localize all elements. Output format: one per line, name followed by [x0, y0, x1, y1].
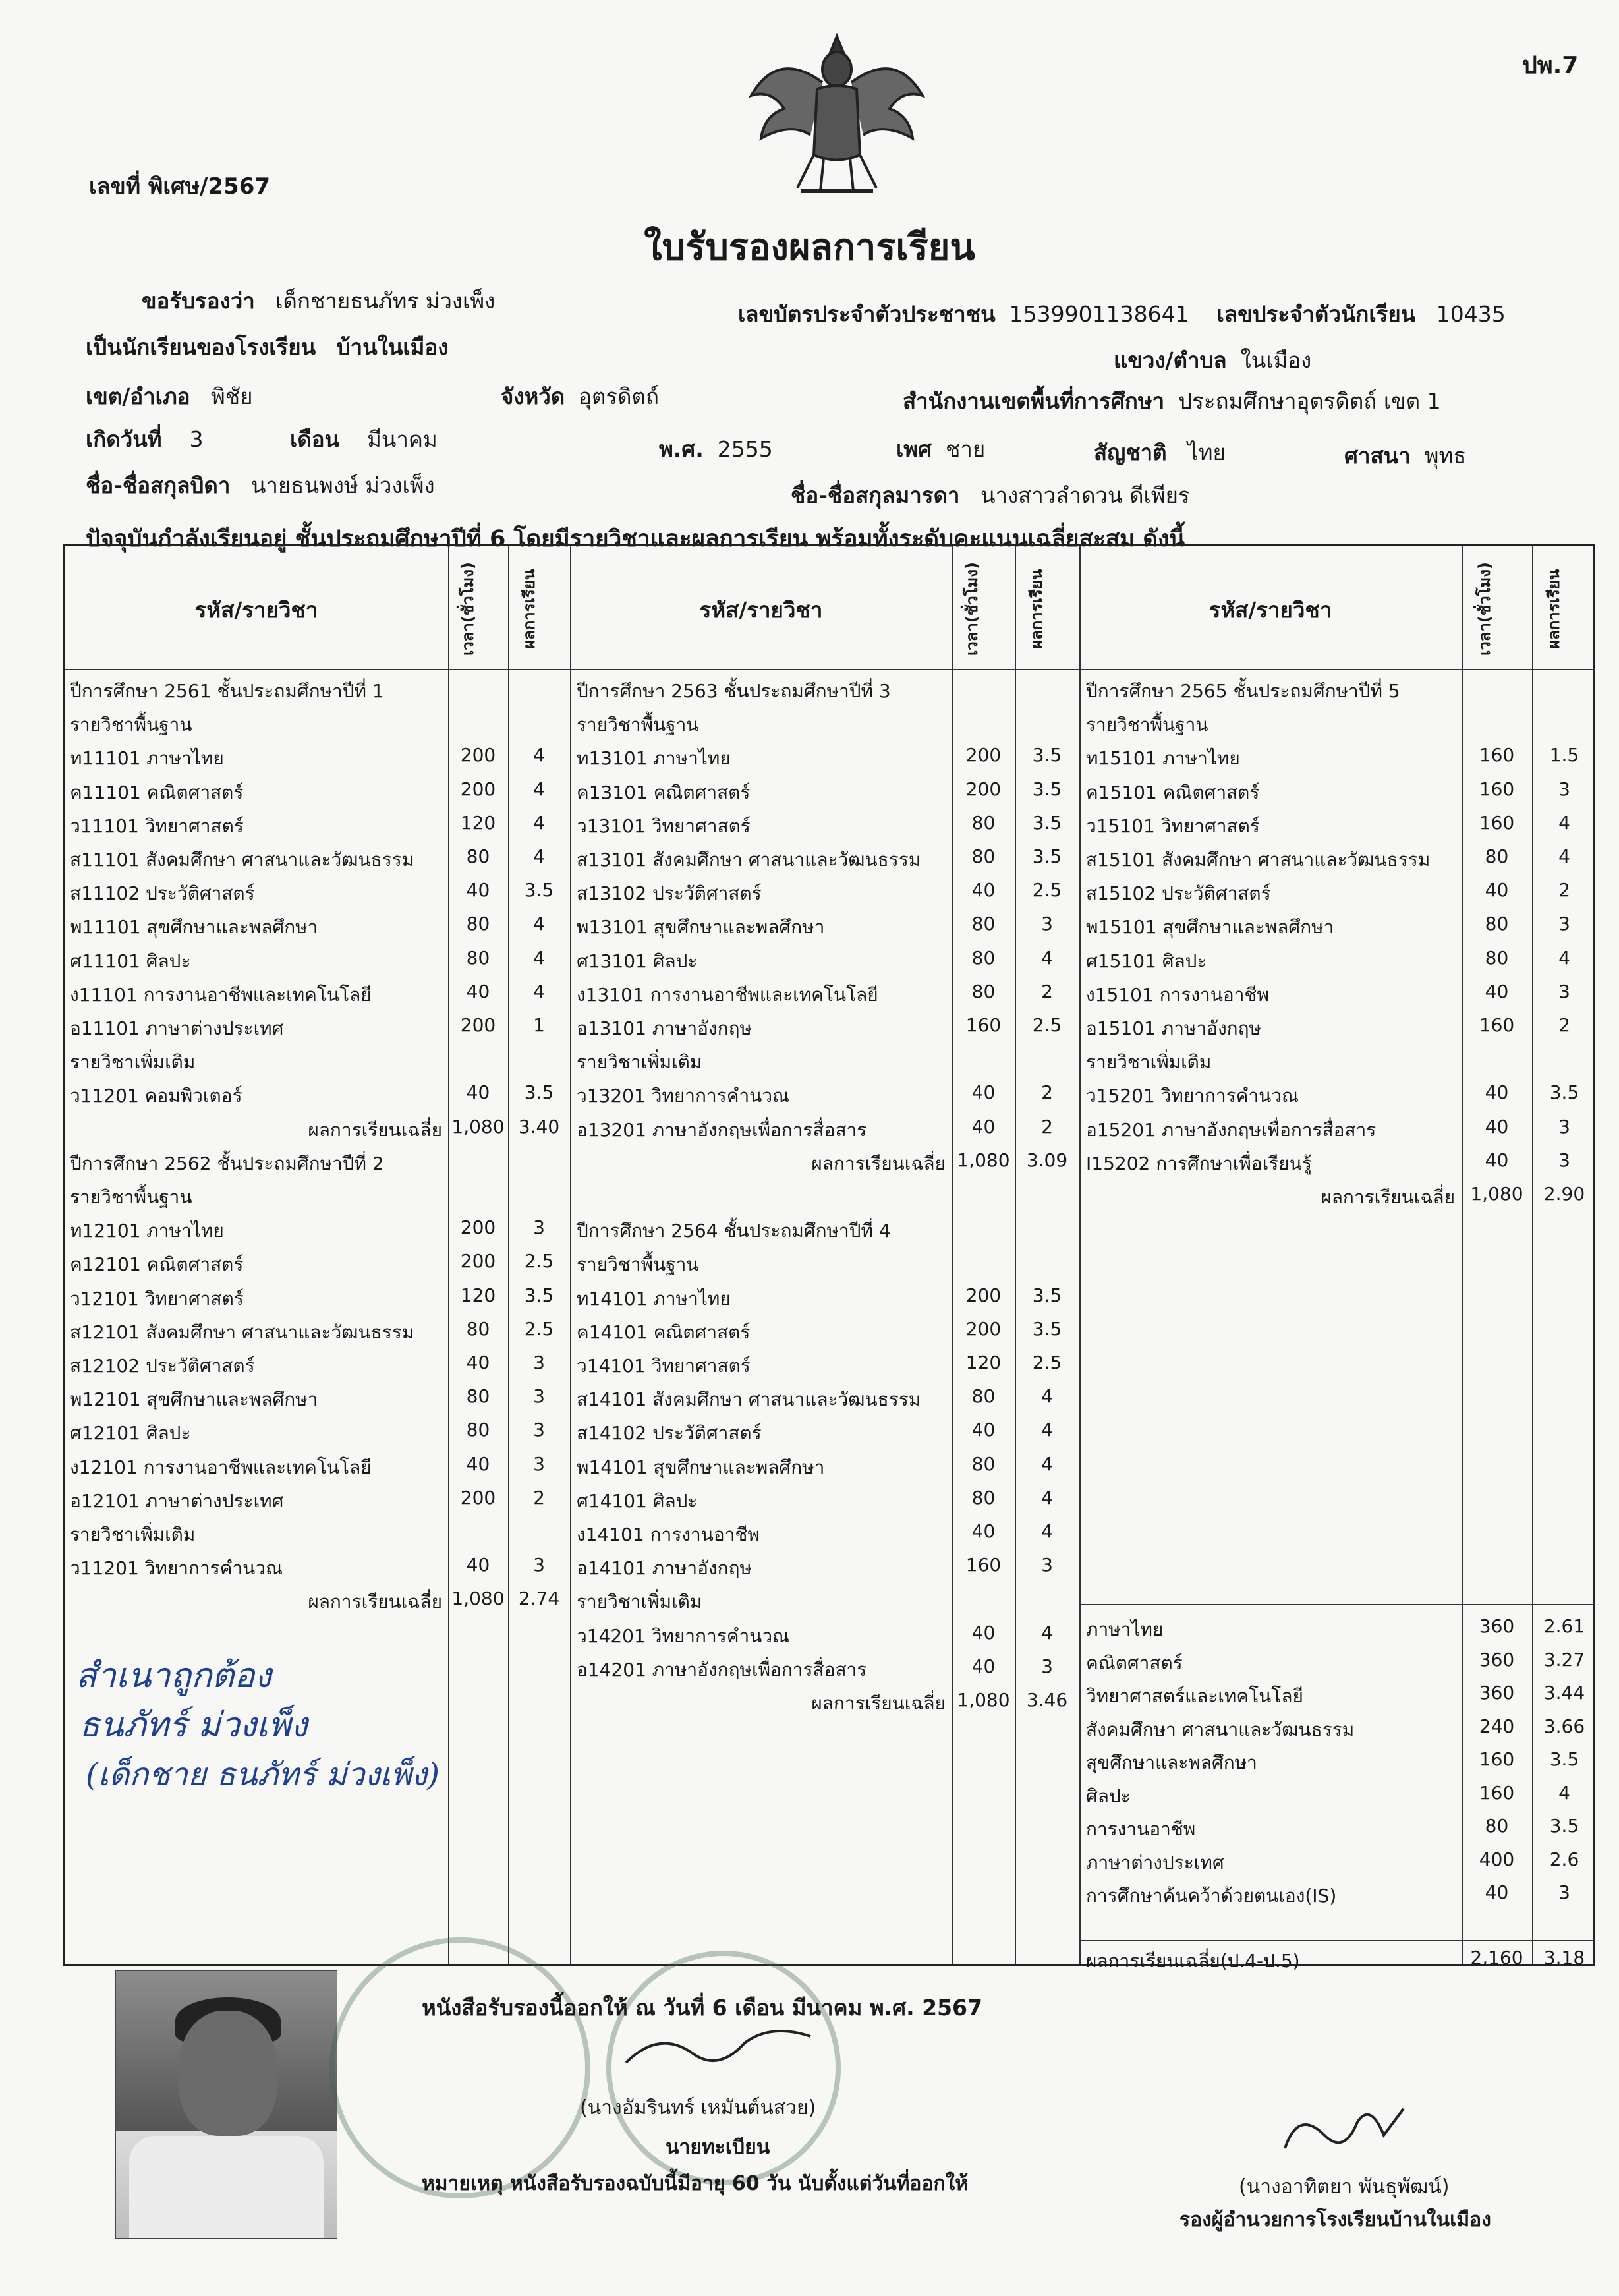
grade-value: 4 — [1041, 1486, 1053, 1508]
subject-name: พ11101 สุขศึกษาและพลศึกษา — [70, 916, 318, 938]
hours-value: 40 — [466, 1554, 490, 1576]
summary-subject: ภาษาต่างประเทศ — [1086, 1851, 1224, 1874]
summary-subject: การศึกษาค้นคว้าด้วยตนเอง(IS) — [1086, 1885, 1337, 1907]
grade-value: 2 — [1558, 1014, 1570, 1036]
grade-value: 3 — [533, 1352, 545, 1373]
grade-value: 4 — [533, 778, 545, 800]
grade-value: 3.5 — [524, 1081, 554, 1104]
summary-total-grade: 3.18 — [1543, 1947, 1585, 1968]
validity-note: หมายเหตุ หนังสือรับรองฉบับนี้มีอายุ 60 วัน นับตั้งแต่วันที่ออกให้ — [422, 2172, 969, 2195]
subject-name: อ15101 ภาษาอังกฤษ — [1086, 1018, 1261, 1039]
subdistrict-line: แขวง/ตำบล ในเมือง — [1114, 347, 1312, 373]
hours-value: 40 — [971, 1655, 996, 1677]
hours-value: 40 — [466, 980, 490, 1002]
header-hours-1: เวลา(ชั่วโมง) — [459, 562, 477, 656]
grade-value: 3 — [1558, 1149, 1570, 1171]
hours-value: 160 — [965, 1014, 1002, 1036]
grade-value: 3 — [1041, 1655, 1053, 1677]
grade-value: 4 — [533, 980, 545, 1002]
born-month: เดือน มีนาคม — [290, 426, 438, 452]
school-seal-left — [329, 1937, 590, 2198]
grade-value: 3.5 — [524, 879, 554, 902]
hours-value: 40 — [466, 1081, 490, 1104]
serial-number: เลขที่ พิเศษ/2567 — [89, 173, 271, 200]
hours-value: 80 — [971, 980, 996, 1002]
director-signature — [1272, 2096, 1417, 2168]
summary-subject: การงานอาชีพ — [1086, 1818, 1196, 1840]
subject-name: ว13201 วิทยาการคำนวณ — [577, 1085, 790, 1107]
registrar-title: นายทะเบียน — [666, 2136, 770, 2159]
registrar-name: (นางอัมรินทร์ เหมันต์นสวย) — [580, 2096, 816, 2119]
subject-name: พ13101 สุขศึกษาและพลศึกษา — [577, 916, 825, 938]
hours-value: 40 — [971, 879, 996, 902]
hours-value: 80 — [466, 1317, 490, 1340]
summary-grade: 3.27 — [1543, 1648, 1585, 1671]
grade-value: 2.90 — [1543, 1183, 1585, 1205]
summary-subject: สุขศึกษาและพลศึกษา — [1086, 1752, 1257, 1773]
director-name: (นางอาทิตยา พันธุพัฒน์) — [1239, 2175, 1450, 2198]
father-field: ชื่อ-ชื่อสกุลบิดา นายธนพงษ์ ม่วงเพ็ง — [86, 473, 435, 498]
hours-value: 80 — [1485, 913, 1509, 935]
grade-value: 1 — [533, 1014, 545, 1036]
grade-value: 4 — [1041, 946, 1053, 969]
subject-name: ศ11101 ศิลปะ — [70, 950, 191, 972]
subject-name: อ14201 ภาษาอังกฤษเพื่อการสื่อสาร — [577, 1658, 867, 1680]
summary-hours: 40 — [1485, 1881, 1509, 1903]
subject-name: ค12101 คณิตศาสตร์ — [70, 1253, 244, 1276]
header-grade-2: ผลการเรียน — [1027, 569, 1046, 649]
hours-value: 40 — [971, 1419, 996, 1441]
grade-value: 3 — [1558, 778, 1570, 800]
handwritten-name: (เด็กชาย ธนภัทร์ ม่วงเพ็ง) — [86, 1756, 440, 1793]
subject-name: ส12101 สังคมศึกษา ศาสนาและวัฒนธรรม — [70, 1321, 414, 1343]
header-subject-3: รหัส/รายวิชา — [1208, 597, 1332, 623]
summary-subject: วิทยาศาสตร์และเทคโนโลยี — [1086, 1685, 1303, 1707]
hours-value: 200 — [460, 744, 496, 766]
year-heading: ปีการศึกษา 2565 ชั้นประถมศึกษาปีที่ 5 — [1086, 680, 1400, 702]
summary-hours: 360 — [1479, 1615, 1515, 1637]
subject-group: รายวิชาพื้นฐาน — [577, 714, 699, 736]
header-subject-2: รหัส/รายวิชา — [699, 597, 823, 623]
summary-hours: 400 — [1479, 1848, 1515, 1870]
summary-subject: คณิตศาสตร์ — [1086, 1651, 1183, 1674]
hours-value: 80 — [971, 1486, 996, 1508]
hours-value: 40 — [1485, 1081, 1509, 1104]
subject-name: ศ14101 ศิลปะ — [577, 1489, 698, 1512]
summary-hours: 160 — [1479, 1748, 1515, 1770]
grade-value: 4 — [1041, 1385, 1053, 1408]
grade-value: 3.5 — [1032, 1284, 1062, 1306]
subject-name: ค14101 คณิตศาสตร์ — [577, 1321, 751, 1343]
school-line: เป็นนักเรียนของโรงเรียน บ้านในเมือง — [86, 334, 449, 360]
hours-value: 40 — [1485, 1115, 1509, 1137]
subject-name: พ12101 สุขศึกษาและพลศึกษา — [70, 1389, 318, 1411]
hours-value: 80 — [466, 846, 490, 867]
director-title: รองผู้อำนวยการโรงเรียนบ้านในเมือง — [1179, 2208, 1491, 2231]
born-day: เกิดวันที่ 3 — [86, 426, 204, 452]
certify-line: ขอรับรองว่า เด็กชายธนภัทร ม่วงเพ็ง — [142, 288, 496, 314]
grade-value: 3 — [1041, 913, 1053, 935]
province-line: จังหวัด อุตรดิตถ์ — [501, 384, 659, 409]
header-hours-2: เวลา(ชั่วโมง) — [963, 562, 981, 656]
grade-value: 4 — [533, 913, 545, 935]
grade-value: 4 — [1558, 846, 1570, 867]
header-subject-1: รหัส/รายวิชา — [194, 597, 318, 623]
handwritten-signature: ธนภัทร์ ม่วงเพ็ง — [79, 1706, 308, 1745]
subject-name: ว14201 วิทยาการคำนวณ — [577, 1624, 790, 1647]
summary-divider — [1079, 1604, 1593, 1605]
hours-value: 40 — [971, 1115, 996, 1137]
garuda-emblem — [738, 23, 936, 201]
hours-value: 40 — [971, 1621, 996, 1644]
subject-name: ง13101 การงานอาชีพและเทคโนโลยี — [577, 983, 878, 1006]
hours-value: 200 — [460, 1486, 496, 1508]
grade-value: 2.74 — [518, 1588, 560, 1610]
grade-value: 3 — [1558, 980, 1570, 1002]
summary-grade: 3 — [1558, 1881, 1570, 1903]
nationality-field: สัญชาติ ไทย — [1094, 440, 1226, 465]
student-photo — [115, 1970, 337, 2239]
hours-value: 120 — [460, 811, 496, 834]
average-label: ผลการเรียนเฉลี่ย — [308, 1591, 442, 1613]
hours-value: 200 — [965, 778, 1002, 800]
subject-name: อ12101 ภาษาต่างประเทศ — [70, 1489, 284, 1512]
hours-value: 80 — [971, 811, 996, 834]
subject-group: รายวิชาพื้นฐาน — [577, 1253, 699, 1276]
hours-value: 80 — [971, 946, 996, 969]
grade-value: 1.5 — [1549, 744, 1579, 766]
grade-value: 3 — [533, 1419, 545, 1441]
summary-total-divider — [1079, 1940, 1593, 1941]
grade-value: 3.09 — [1026, 1149, 1068, 1171]
page-title: ใบรับรองผลการเรียน — [644, 226, 975, 269]
subject-name: ศ12101 ศิลปะ — [70, 1422, 191, 1445]
hours-value: 80 — [971, 913, 996, 935]
grade-value: 3.40 — [518, 1115, 560, 1137]
header-hours-3: เวลา(ชั่วโมง) — [1475, 562, 1494, 656]
subject-name: พ14101 สุขศึกษาและพลศึกษา — [577, 1456, 825, 1478]
handwritten-certify: สำเนาถูกต้อง — [76, 1656, 271, 1696]
hours-value: 200 — [965, 1284, 1002, 1306]
summary-subject: ศิลปะ — [1086, 1785, 1131, 1807]
subject-name: อ11101 ภาษาต่างประเทศ — [70, 1018, 284, 1039]
average-label: ผลการเรียนเฉลี่ย — [811, 1692, 946, 1714]
grade-value: 3 — [1558, 913, 1570, 935]
grade-value: 4 — [1041, 1419, 1053, 1441]
summary-total-hours: 2,160 — [1470, 1947, 1523, 1968]
hours-value: 80 — [466, 1419, 490, 1441]
grade-value: 3 — [1041, 1554, 1053, 1576]
hours-value: 160 — [1479, 811, 1515, 834]
grade-value: 4 — [1041, 1520, 1053, 1542]
average-label: ผลการเรียนเฉลี่ย — [308, 1118, 442, 1141]
hours-value: 40 — [1485, 879, 1509, 902]
hours-value: 80 — [971, 846, 996, 867]
subject-group: รายวิชาเพิ่มเติม — [70, 1051, 196, 1074]
summary-hours: 240 — [1479, 1715, 1515, 1737]
hours-value: 80 — [1485, 946, 1509, 969]
subject-name: อ15201 ภาษาอังกฤษเพื่อการสื่อสาร — [1086, 1118, 1377, 1141]
grade-value: 4 — [1558, 811, 1570, 834]
summary-hours: 80 — [1485, 1815, 1509, 1837]
subject-name: ว11201 วิทยาการคำนวณ — [70, 1557, 283, 1580]
subject-name: ท14101 ภาษาไทย — [577, 1287, 731, 1309]
office-line: สำนักงานเขตพื้นที่การศึกษา ประถมศึกษาอุตรดิตถ์ เขต 1 — [903, 388, 1441, 414]
grade-value: 2 — [1558, 879, 1570, 902]
grade-value: 3 — [1558, 1115, 1570, 1137]
subject-name: ส13102 ประวัติศาสตร์ — [577, 882, 762, 905]
subject-group: รายวิชาเพิ่มเติม — [1086, 1051, 1212, 1074]
hours-value: 120 — [965, 1352, 1002, 1373]
hours-value: 160 — [1479, 1014, 1515, 1036]
grade-value: 4 — [533, 744, 545, 766]
subject-name: ส11101 สังคมศึกษา ศาสนาและวัฒนธรรม — [70, 849, 414, 871]
subject-name: ท13101 ภาษาไทย — [577, 747, 731, 770]
summary-hours: 360 — [1479, 1682, 1515, 1704]
registrar-signature — [619, 2017, 817, 2076]
year-heading: ปีการศึกษา 2563 ชั้นประถมศึกษาปีที่ 3 — [577, 680, 891, 702]
subject-name: ง15101 การงานอาชีพ — [1086, 983, 1269, 1006]
hours-value: 80 — [1485, 846, 1509, 867]
subject-name: ส15101 สังคมศึกษา ศาสนาและวัฒนธรรม — [1086, 849, 1431, 871]
grade-value: 2.5 — [524, 1250, 554, 1273]
subject-name: ส13101 สังคมศึกษา ศาสนาและวัฒนธรรม — [577, 849, 921, 871]
subject-group: รายวิชาพื้นฐาน — [70, 714, 192, 736]
hours-value: 80 — [466, 1385, 490, 1408]
issued-date: หนังสือรับรองนี้ออกให้ ณ วันที่ 6 เดือน มีนาคม พ.ศ. 2567 — [422, 1995, 982, 2021]
subject-name: อ13101 ภาษาอังกฤษ — [577, 1018, 752, 1039]
hours-value: 200 — [460, 1250, 496, 1273]
grade-value: 2 — [1041, 1115, 1053, 1137]
born-year: พ.ศ. 2555 — [659, 436, 773, 462]
grade-value: 4 — [1041, 1621, 1053, 1644]
subject-name: ศ13101 ศิลปะ — [577, 950, 698, 972]
summary-grade: 3.44 — [1543, 1682, 1585, 1704]
subject-name: ค11101 คณิตศาสตร์ — [70, 781, 244, 803]
hours-value: 200 — [460, 1217, 496, 1239]
hours-value: 40 — [971, 1081, 996, 1104]
subject-name: ว11201 คอมพิวเตอร์ — [70, 1085, 242, 1107]
subject-name: ส14102 ประวัติศาสตร์ — [577, 1422, 762, 1445]
hours-value: 1,080 — [451, 1115, 505, 1137]
subject-name: ท12101 ภาษาไทย — [70, 1220, 224, 1242]
summary-grade: 2.6 — [1549, 1848, 1579, 1870]
grade-value: 3.46 — [1026, 1689, 1068, 1711]
subject-name: ท15101 ภาษาไทย — [1086, 747, 1240, 770]
grade-value: 3 — [533, 1385, 545, 1408]
sex-field: เพศ ชาย — [896, 436, 986, 462]
subject-group: รายวิชาพื้นฐาน — [70, 1186, 192, 1208]
form-code: ปพ.7 — [1522, 52, 1579, 79]
summary-grade: 4 — [1558, 1781, 1570, 1804]
average-label: ผลการเรียนเฉลี่ย — [811, 1152, 946, 1174]
subject-group: รายวิชาเพิ่มเติม — [70, 1524, 196, 1545]
average-label: ผลการเรียนเฉลี่ย — [1321, 1186, 1455, 1208]
hours-value: 120 — [460, 1284, 496, 1306]
hours-value: 40 — [466, 879, 490, 902]
grade-value: 2 — [1041, 1081, 1053, 1104]
summary-hours: 160 — [1479, 1781, 1515, 1804]
summary-grade: 3.5 — [1549, 1748, 1579, 1770]
subject-name: ว11101 วิทยาศาสตร์ — [70, 815, 244, 837]
subject-group: รายวิชาเพิ่มเติม — [577, 1591, 702, 1613]
subject-group: รายวิชาพื้นฐาน — [1086, 714, 1208, 736]
subject-name: ง14101 การงานอาชีพ — [577, 1524, 760, 1545]
subject-group: รายวิชาเพิ่มเติม — [577, 1051, 702, 1074]
grade-value: 4 — [1041, 1452, 1053, 1475]
summary-total-label: ผลการเรียนเฉลี่ย(ป.4-ป.5) — [1086, 1950, 1300, 1972]
grade-value: 3.5 — [1032, 811, 1062, 834]
hours-value: 160 — [1479, 744, 1515, 766]
subject-name: ว15101 วิทยาศาสตร์ — [1086, 815, 1260, 837]
header-grade-3: ผลการเรียน — [1545, 569, 1563, 649]
hours-value: 200 — [460, 778, 496, 800]
summary-hours: 360 — [1479, 1648, 1515, 1671]
hours-value: 80 — [466, 946, 490, 969]
grade-value: 3.5 — [1032, 744, 1062, 766]
grade-value: 4 — [533, 811, 545, 834]
subject-name: ว12101 วิทยาศาสตร์ — [70, 1287, 244, 1309]
mother-field: ชื่อ-ชื่อสกุลมารดา นางสาวลำดวน ดีเพียร — [791, 482, 1190, 508]
summary-grade: 3.66 — [1543, 1715, 1585, 1737]
summary-subject: สังคมศึกษา ศาสนาและวัฒนธรรม — [1086, 1718, 1355, 1740]
grade-value: 4 — [533, 846, 545, 867]
year-heading: ปีการศึกษา 2562 ชั้นประถมศึกษาปีที่ 2 — [70, 1152, 384, 1174]
subject-name: อ14101 ภาษาอังกฤษ — [577, 1557, 752, 1580]
hours-value: 200 — [965, 1317, 1002, 1340]
hours-value: 80 — [971, 1452, 996, 1475]
subject-name: ส11102 ประวัติศาสตร์ — [70, 882, 255, 905]
grade-value: 3 — [533, 1217, 545, 1239]
grade-value: 2 — [533, 1486, 545, 1508]
year-heading: ปีการศึกษา 2564 ชั้นประถมศึกษาปีที่ 4 — [577, 1220, 891, 1242]
hours-value: 1,080 — [957, 1149, 1010, 1171]
hours-value: 40 — [1485, 1149, 1509, 1171]
subject-name: I15202 การศึกษาเพื่อเรียนรู้ — [1086, 1152, 1312, 1174]
hours-value: 40 — [971, 1520, 996, 1542]
year-heading: ปีการศึกษา 2561 ชั้นประถมศึกษาปีที่ 1 — [70, 680, 384, 702]
hours-value: 80 — [971, 1385, 996, 1408]
subject-name: ง12101 การงานอาชีพและเทคโนโลยี — [70, 1456, 372, 1478]
grade-value: 2.5 — [1032, 879, 1062, 902]
subject-name: ส12102 ประวัติศาสตร์ — [70, 1355, 255, 1377]
subject-name: ว14101 วิทยาศาสตร์ — [577, 1355, 751, 1377]
hours-value: 40 — [466, 1452, 490, 1475]
grade-value: 2.5 — [1032, 1014, 1062, 1036]
summary-grade: 2.61 — [1543, 1615, 1585, 1637]
hours-value: 200 — [965, 744, 1002, 766]
subject-name: ว15201 วิทยาการคำนวณ — [1086, 1085, 1299, 1107]
subject-name: ว13101 วิทยาศาสตร์ — [577, 815, 751, 837]
grade-value: 4 — [1558, 946, 1570, 969]
hours-value: 80 — [466, 913, 490, 935]
hours-value: 1,080 — [451, 1588, 505, 1610]
summary-grade: 3.5 — [1549, 1815, 1579, 1837]
header-grade-1: ผลการเรียน — [520, 569, 538, 649]
grade-value: 3.5 — [1032, 846, 1062, 867]
grade-value: 3 — [533, 1554, 545, 1576]
grade-value: 2.5 — [1032, 1352, 1062, 1373]
subject-name: พ15101 สุขศึกษาและพลศึกษา — [1086, 916, 1334, 938]
hours-value: 1,080 — [1470, 1183, 1523, 1205]
grade-value: 2 — [1041, 980, 1053, 1002]
hours-value: 40 — [1485, 980, 1509, 1002]
subject-name: ส14101 สังคมศึกษา ศาสนาและวัฒนธรรม — [577, 1389, 921, 1411]
grade-value: 3.5 — [1032, 1317, 1062, 1340]
subject-name: ค13101 คณิตศาสตร์ — [577, 781, 751, 803]
hours-value: 1,080 — [957, 1689, 1010, 1711]
subject-name: อ13201 ภาษาอังกฤษเพื่อการสื่อสาร — [577, 1118, 867, 1141]
district-line: เขต/อำเภอ พิชัย — [86, 384, 253, 409]
hours-value: 160 — [1479, 778, 1515, 800]
grade-value: 4 — [533, 946, 545, 969]
subject-name: ค15101 คณิตศาสตร์ — [1086, 781, 1260, 803]
hours-value: 40 — [466, 1352, 490, 1373]
subject-name: ศ15101 ศิลปะ — [1086, 950, 1207, 972]
grade-value: 3 — [533, 1452, 545, 1475]
grade-value: 3.5 — [524, 1284, 554, 1306]
intro-text: ปัจจุบันกำลังเรียนอยู่ ชั้นประถมศึกษาปีที่ 6 โดยมีรายวิชาและผลการเรียน พร้อมทั้งระดับคะแนนเฉลี่ยสะสม ดังนี้ — [86, 526, 1185, 552]
id-card-line: เลขบัตรประจำตัวประชาชน 1539901138641 เลขประจำตัวนักเรียน 10435 — [738, 301, 1506, 327]
grade-value: 3.5 — [1032, 778, 1062, 800]
subject-name: ง11101 การงานอาชีพและเทคโนโลยี — [70, 983, 372, 1006]
hours-value: 160 — [965, 1554, 1002, 1576]
subject-name: ส15102 ประวัติศาสตร์ — [1086, 882, 1271, 905]
grade-value: 3.5 — [1549, 1081, 1579, 1104]
hours-value: 200 — [460, 1014, 496, 1036]
summary-subject: ภาษาไทย — [1086, 1619, 1164, 1640]
grade-value: 2.5 — [524, 1317, 554, 1340]
religion-field: ศาสนา พุทธ — [1344, 443, 1467, 469]
subject-name: ท11101 ภาษาไทย — [70, 747, 224, 770]
